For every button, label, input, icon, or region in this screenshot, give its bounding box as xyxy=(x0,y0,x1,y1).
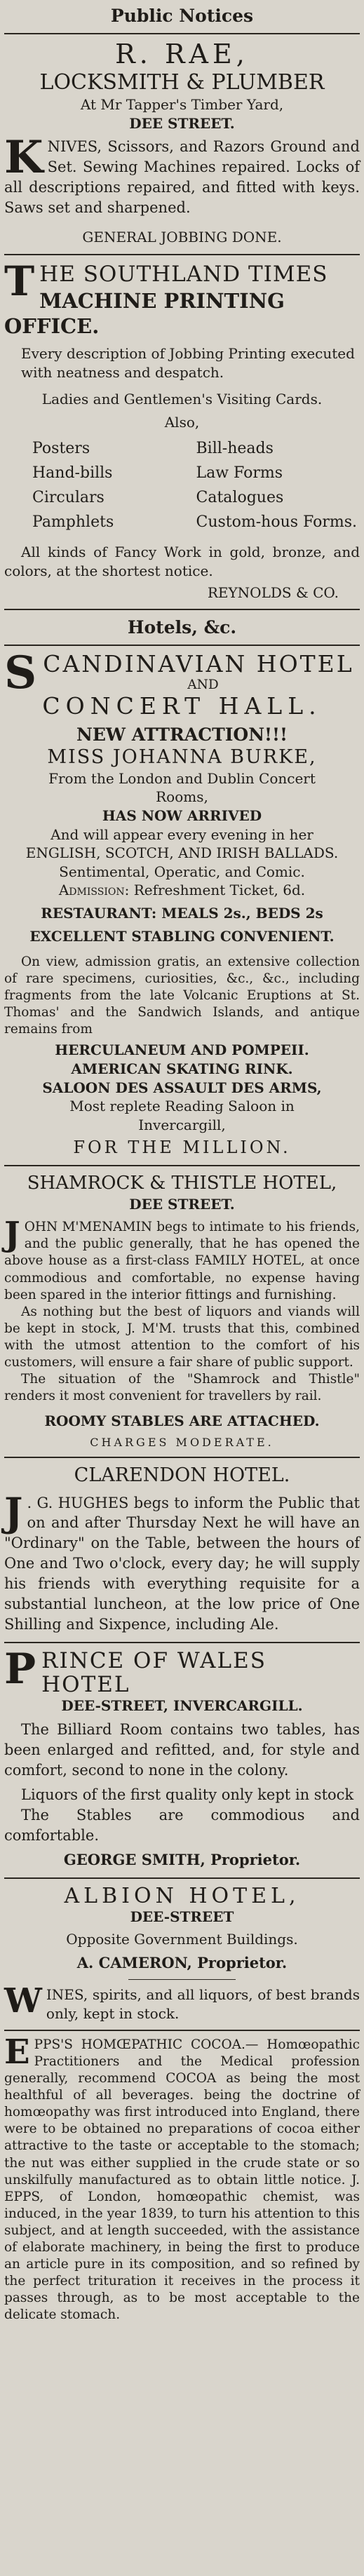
admission-text: Refreshment Ticket, 6d. xyxy=(133,882,306,899)
southland-fancy: All kinds of Fancy Work in gold, bronze, and colors, at the shortest notice. xyxy=(4,544,360,579)
rae-footer: GENERAL JOBBING DONE. xyxy=(82,229,282,246)
shamrock-charges: CHARGES MODERATE. xyxy=(90,1435,274,1449)
ad-southland-times xyxy=(4,257,360,602)
ad-albion xyxy=(4,1884,360,2023)
southland-dropcap: T xyxy=(4,257,36,305)
southland-title-line1 xyxy=(4,257,360,305)
scandinavian-replete: Most replete Reading Saloon in Invercargill, xyxy=(69,1098,295,1133)
rae-street: DEE STREET. xyxy=(129,114,235,132)
prince-title: RINCE OF WALES HOTEL xyxy=(41,1648,267,1698)
divider xyxy=(4,1457,360,1458)
epps-body xyxy=(4,2032,360,2324)
albion-dropcap: W xyxy=(4,1981,42,2021)
shamrock-dropcap: J xyxy=(4,1215,20,1255)
prince-p1: The Billiard Room contains two tables, has been enlarged and refitted, and, for style and comfort, second to none in the colony. xyxy=(4,1721,360,1779)
prince-title-line xyxy=(4,1645,360,1698)
southland-items xyxy=(4,436,360,535)
shamrock-p1 xyxy=(4,1215,360,1303)
clarendon-title: CLARENDON HOTEL. xyxy=(74,1464,290,1486)
scandinavian-admission xyxy=(4,881,360,900)
ad-shamrock-thistle xyxy=(4,1172,360,1449)
divider xyxy=(4,1877,360,1879)
list-item: Circulars xyxy=(32,488,105,506)
southland-intro1: Every description of Jobbing Printing executed xyxy=(21,345,355,363)
scandinavian-title: CANDINAVIAN HOTEL xyxy=(43,650,354,678)
scandinavian-title1 xyxy=(4,647,360,700)
rae-text: NIVES, Scissors, and Razors Ground and Set. Sewing Machines repaired. Locks of all descriptions repaired, and fitted with keys. Saws set and sharpened. xyxy=(4,138,360,217)
scandinavian-skating: AMERICAN SKATING RINK. xyxy=(71,1060,293,1077)
scandinavian-arrived: HAS NOW ARRIVED xyxy=(102,807,262,824)
rae-trade: LOCKSMITH & PLUMBER xyxy=(39,69,325,95)
divider xyxy=(4,2030,360,2031)
scandinavian-ballads: ENGLISH, SCOTCH, AND IRISH BALLADS. xyxy=(25,844,339,862)
list-item: Custom-hous Forms. xyxy=(196,513,358,532)
ad-epps-cocoa xyxy=(4,2032,360,2324)
epps-dropcap: E xyxy=(4,2032,30,2072)
albion-body xyxy=(4,1981,360,2023)
rae-location: At Mr Tapper's Timber Yard, xyxy=(80,96,284,114)
albion-street: DEE-STREET xyxy=(130,1908,234,1925)
southland-title: HE SOUTHLAND TIMES xyxy=(39,261,328,287)
albion-text: INES, spirits, and all liquors, of best brands only, kept in stock. xyxy=(46,1986,360,2022)
prince-proprietor: GEORGE SMITH, Proprietor. xyxy=(63,1850,301,1868)
shamrock-p2: As nothing but the best of liquors and viands will be kept in stock, J. M'M. trusts that this, combined with the utmost attention to the comfort of his customers, will ensure a fair share of public support. xyxy=(4,1304,360,1370)
list-item: Bill-heads xyxy=(196,439,274,457)
southland-items-left xyxy=(32,436,196,535)
southland-cards: Ladies and Gentlemen's Visiting Cards. xyxy=(41,391,323,408)
rae-name: R. RAE, xyxy=(115,39,249,69)
scandinavian-restaurant: RESTAURANT: MEALS 2s., BEDS 2s xyxy=(41,904,323,922)
southland-signature: REYNOLDS & CO. xyxy=(207,584,339,601)
scandinavian-and: AND xyxy=(187,677,219,693)
rae-body xyxy=(4,131,360,218)
divider xyxy=(4,609,360,610)
epps-text: PPS'S HOMŒPATHIC COCOA.— Homœopathic Practitioners and the Medical profession generally, recommend COCOA as being the most healthful of all beverages. being the doctrine of homœopathy was first introduced into England, there were to be obtained no preparations of cocoa either attractive to the taste or acceptable to the stomach; the nut was either supplied in the crude state or so unskilfully manufactured as to obtain little notice. J. EPPS, of London, homœopathic chemist, was induced, in the year 1839, to turn his attention to this subject, and at length succeeded, with the assistance of elaborate machinery, in being the first to produce an article pure in its composition, and so refined by the perfect trituration it receives in the process it passes through, as to be most acceptable to the delicate stomach. xyxy=(4,2037,360,2322)
prince-dropcap: P xyxy=(4,1645,38,1694)
divider xyxy=(128,1979,235,1980)
scandinavian-hercu: HERCULANEUM AND POMPEII. xyxy=(55,1041,309,1059)
divider xyxy=(4,33,360,34)
shamrock-street: DEE STREET. xyxy=(129,1195,235,1213)
admission-label: Admission: xyxy=(58,882,130,899)
clarendon-dropcap: J xyxy=(4,1489,23,1536)
albion-proprietor: A. CAMERON, Proprietor. xyxy=(76,1954,288,1972)
scandinavian-from: From the London and Dublin Concert Rooms, xyxy=(48,769,316,806)
list-item: Law Forms xyxy=(196,464,283,482)
ad-prince-of-wales xyxy=(4,1645,360,1870)
scandinavian-attraction: NEW ATTRACTION!!! xyxy=(76,724,288,745)
scandinavian-stabling: EXCELLENT STABLING CONVENIENT. xyxy=(29,927,335,945)
section-heading-hotels: Hotels, &c. xyxy=(127,617,237,638)
prince-p3: The Stables are commodious and comfortable. xyxy=(4,1806,360,1844)
scandinavian-appear: And will appear every evening in her xyxy=(50,825,314,843)
ad-scandinavian-hotel xyxy=(4,647,360,1158)
scandinavian-genres: Sentimental, Operatic, and Comic. xyxy=(59,863,305,880)
list-item: Posters xyxy=(32,439,90,457)
shamrock-title: SHAMROCK & THISTLE HOTEL, xyxy=(27,1173,337,1194)
southland-intro2: with neatness and despatch. xyxy=(21,363,224,381)
shamrock-p3: The situation of the "Shamrock and Thistle" renders it most convenient for travellers by rail. xyxy=(4,1371,360,1403)
scandinavian-million: FOR THE MILLION. xyxy=(73,1138,291,1158)
divider xyxy=(4,254,360,255)
ad-clarendon xyxy=(4,1464,360,1636)
section-heading-public-notices: Public Notices xyxy=(110,6,254,26)
divider xyxy=(4,1165,360,1166)
scandinavian-saloon: SALOON DES ASSAULT DES ARMS, xyxy=(42,1079,322,1096)
albion-title: ALBION HOTEL, xyxy=(64,1883,300,1908)
southland-title-line2: MACHINE PRINTING OFFICE. xyxy=(4,288,285,338)
prince-street: DEE-STREET, INVERCARGILL. xyxy=(61,1697,303,1715)
prince-p2: Liquors of the first quality only kept in stock xyxy=(21,1786,354,1803)
divider xyxy=(4,1642,360,1643)
list-item: Pamphlets xyxy=(32,513,114,532)
scandinavian-view: On view, admission gratis, an extensive collection of rare specimens, curiosities, &c., &c., including fragments from the late Volcanic Eruptions at St. Thomas' and the Sandwich Islands, and antique remains from xyxy=(4,955,360,1037)
divider xyxy=(4,645,360,646)
list-item: Catalogues xyxy=(196,488,284,506)
albion-opposite: Opposite Government Buildings. xyxy=(66,1931,298,1948)
shamrock-p1-text: OHN M'MENAMIN begs to intimate to his friends, and the public generally, that he has opened the above house as a first-class FAMILY HOTEL, at once commodious and comfortable, no expense having been spared in the interior fittings and furnishing. xyxy=(4,1220,360,1302)
clarendon-text: . G. HUGHES begs to inform the Public that on and after Thursday Next he will have an "Ordinary" on the Table, between the hours of One and Two o'clock, every day; he will supply his friends with everything requisite for a substantial luncheon, at the low price of One Shilling and Sixpence, including Ale. xyxy=(4,1494,360,1633)
ad-rae xyxy=(4,40,360,247)
scandinavian-performer: MISS JOHANNA BURKE, xyxy=(47,746,317,768)
shamrock-stables: ROOMY STABLES ARE ATTACHED. xyxy=(44,1412,320,1429)
scandinavian-dropcap: S xyxy=(4,647,39,700)
southland-also: Also, xyxy=(164,413,200,431)
rae-dropcap: K xyxy=(4,131,43,184)
southland-items-right xyxy=(196,436,360,535)
scandinavian-title2: CONCERT HALL. xyxy=(42,692,322,720)
list-item: Hand-bills xyxy=(32,464,113,482)
clarendon-body xyxy=(4,1489,360,1636)
